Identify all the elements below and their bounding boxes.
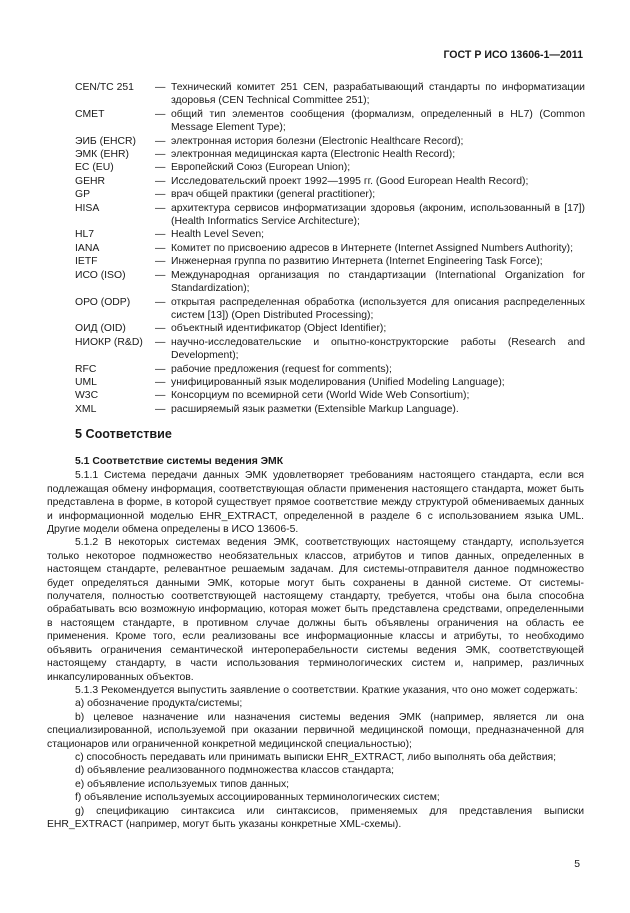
abbreviation-term: HISA [75, 202, 100, 214]
abbreviation-definition: Международная организация по стандартизации (International Organization for Standardization); [171, 269, 585, 295]
abbreviation-term: RFC [75, 363, 97, 375]
abbreviation-row [75, 269, 585, 296]
abbreviation-dash: — [155, 256, 166, 268]
abbreviation-row [75, 202, 585, 229]
abbreviation-definition: научно-исследовательские и опытно-конструкторские работы (Research and Development); [171, 336, 585, 362]
abbreviation-definition: Инженерная группа по развитию Интернета (Internet Engineering Task Force); [171, 256, 543, 268]
list-item: а) обозначение продукта/системы; [75, 698, 243, 710]
abbreviation-term: CMET [75, 108, 105, 120]
document-header: ГОСТ Р ИСО 13606-1—2011 [443, 49, 583, 61]
subsection-title: 5.1 Соответствие системы ведения ЭМК [75, 456, 284, 467]
abbreviation-row [75, 148, 585, 161]
paragraph-5-1-3: 5.1.3 Рекомендуется выпустить заявление о соответствии. Краткие указания, что оно может содержать: [75, 684, 578, 696]
abbreviation-dash: — [155, 269, 166, 281]
abbreviation-term: UML [75, 376, 97, 388]
abbreviation-dash: — [155, 108, 166, 120]
abbreviation-row [75, 363, 585, 376]
abbreviation-definition: архитектура сервисов информатизации здоровья (акроним, использованный в [17]) (Health Informatics Service Architecture); [171, 202, 585, 228]
abbreviation-dash: — [155, 376, 166, 388]
abbreviation-row [75, 161, 585, 174]
abbreviation-definition: Health Level Seven; [171, 229, 264, 241]
abbreviation-term: HL7 [75, 229, 95, 241]
abbreviation-row [75, 135, 585, 148]
section-title: 5 Соответствие [75, 427, 172, 441]
abbreviation-definition: Исследовательский проект 1992—1995 гг. (Good European Health Record); [171, 175, 529, 187]
abbreviation-row [75, 228, 585, 241]
abbreviation-dash: — [155, 175, 166, 187]
paragraph-5-1-2: 5.1.2 В некоторых системах ведения ЭМК, соответствующих настоящему стандарту, используется только некоторое подмножество необязательных классов, атрибутов и типов данных, определенных в настоящем стандарте, релевантное решаемым задачам. Для системы-отправителя данное подмножество будет определяться данными ЭМК, которые могут быть сохранены в данной системе. От системы-получателя, полностью соответствующей настоящему стандарту, требуется, чтобы она была способна обрабатывать всю возможную информацию, которая может быть представлена средствами, определенными в настоящем стандарте, в противном случае должны быть объявлены ограничения на область ее применения. Кроме того, если реализованы все информационные классы и атрибуты, то необходимо объявить ограничения семантической интероперабельности системы ведения ЭМК, соответствующей настоящему стандарту, в части использования терминологических систем и, например, различных инкапсулированных объектов. [47, 537, 584, 683]
abbreviation-row [75, 322, 585, 335]
abbreviation-definition: врач общей практики (general practitioner); [171, 189, 376, 201]
abbreviation-dash: — [155, 202, 166, 214]
list-item: с) способность передавать или принимать выписки EHR_EXTRACT, либо выполнять оба действия; [75, 751, 557, 763]
abbreviation-definition: электронная медицинская карта (Electronic Health Record); [171, 149, 456, 161]
list-item: b) целевое назначение или назначения системы ведения ЭМК (например, является ли она специализированной, используемой при оказании первичной медицинской помощи, предназначенной для стационаров или ограниченной конкретной медицинской специальностью); [47, 711, 584, 750]
abbreviation-dash: — [155, 135, 166, 147]
abbreviation-row [75, 188, 585, 201]
abbreviation-row [75, 296, 585, 323]
abbreviation-term: IANA [75, 242, 100, 254]
abbreviation-dash: — [155, 82, 166, 93]
abbreviation-dash: — [155, 189, 166, 201]
abbreviation-term: W3C [75, 390, 99, 402]
abbreviations-list [75, 81, 585, 416]
conformance-list [47, 697, 584, 831]
abbreviation-term: XML [75, 403, 97, 415]
abbreviation-term: ЕС (EU) [75, 162, 114, 174]
abbreviation-dash: — [155, 336, 166, 348]
abbreviation-dash: — [155, 229, 166, 241]
page-number: 5 [574, 859, 580, 870]
abbreviation-term: ЭИБ (EHCR) [75, 135, 137, 147]
section-body [47, 455, 584, 831]
abbreviation-definition: унифицированный язык моделирования (Unified Modeling Language); [171, 376, 505, 388]
abbreviation-term: ОИД (OID) [75, 323, 126, 335]
abbreviation-definition: Комитет по присвоению адресов в Интернете (Internet Assigned Numbers Authority); [171, 242, 574, 254]
abbreviation-row [75, 336, 585, 363]
list-item: е) объявление используемых типов данных; [75, 778, 290, 790]
abbreviation-definition: рабочие предложения (request for comments); [171, 363, 392, 375]
abbreviation-term: GP [75, 189, 91, 201]
abbreviation-term: ЭМК (EHR) [75, 149, 129, 161]
abbreviation-dash: — [155, 323, 166, 335]
abbreviation-term: НИОКР (R&D) [75, 336, 143, 348]
abbreviation-definition: Консорциум по всемирной сети (World Wide Web Consortium); [171, 390, 470, 402]
abbreviation-row [75, 242, 585, 255]
abbreviation-dash: — [155, 403, 166, 415]
abbreviation-row [75, 175, 585, 188]
abbreviation-dash: — [155, 296, 166, 308]
abbreviation-definition: объектный идентификатор (Object Identifier); [171, 323, 387, 335]
abbreviation-row [75, 255, 585, 268]
list-item: f) объявление используемых ассоциированных терминологических систем; [75, 792, 440, 804]
abbreviation-row [75, 376, 585, 389]
abbreviation-row [75, 108, 585, 135]
list-item: d) объявление реализованного подмножества классов стандарта; [75, 765, 395, 777]
abbreviation-term: CEN/TC 251 [75, 82, 134, 93]
abbreviation-dash: — [155, 242, 166, 254]
abbreviation-row [75, 81, 585, 108]
abbreviation-term: IETF [75, 256, 98, 268]
abbreviation-definition: общий тип элементов сообщения (формализм, определенный в HL7) (Common Message Element Type); [171, 108, 585, 134]
abbreviation-definition: расширяемый язык разметки (Extensible Markup Language). [171, 403, 459, 415]
abbreviation-definition: открытая распределенная обработка (используется для описания распределенных систем [13]) (Open Distributed Processing); [171, 296, 585, 321]
abbreviation-definition: электронная история болезни (Electronic Healthcare Record); [171, 135, 464, 147]
abbreviation-row [75, 403, 585, 416]
abbreviation-dash: — [155, 390, 166, 402]
abbreviation-term: ОРО (ODP) [75, 296, 131, 308]
paragraph-5-1-1: 5.1.1 Система передачи данных ЭМК удовлетворяет требованиям настоящего стандарта, если вся подлежащая обмену информация, соответствующая области применения настоящего стандарта, может быть представлена в форме, в которой существует прямое соответствие между структурой обмениваемых данных и информационной моделью EHR_EXTRACT, определенной в разделе 6 с использованием языка UML. Другие модели обмена определены в ИСО 13606-5. [47, 470, 584, 536]
abbreviation-dash: — [155, 363, 166, 375]
abbreviation-term: GEHR [75, 175, 106, 187]
abbreviation-term: ИСО (ISO) [75, 269, 126, 281]
abbreviation-row [75, 389, 585, 402]
list-item: g) спецификацию синтаксиса или синтаксисов, применяемых для представления выписки EHR_EXTRACT (например, могут быть указаны конкретные XML-схемы). [47, 805, 584, 830]
abbreviation-definition: Технический комитет 251 CEN, разрабатывающий стандарты по информатизации здоровья (CEN Technical Committee 251); [171, 82, 585, 107]
abbreviation-dash: — [155, 149, 166, 161]
abbreviation-definition: Европейский Союз (European Union); [171, 162, 351, 174]
abbreviation-dash: — [155, 162, 166, 174]
